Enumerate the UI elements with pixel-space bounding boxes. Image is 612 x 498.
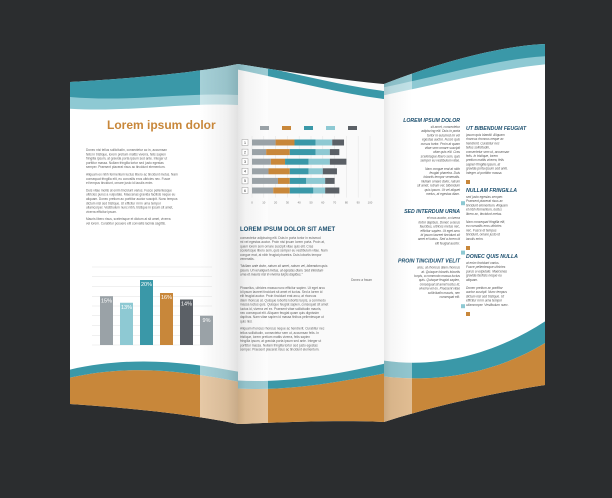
middle-paragraph-2: Phasellus, ultricies massa nunc efficitur sapien. Ut eget arcu id ipsum laoreet tincidunt sit amet et luctus. Sed a lorem id elit feugiat auctor. Proin tincidunt erat arcu, at rhoncus diam rhoncus at. Quisque lobortis lobortis turpis, a commodo massa luctus quis. Quisque feugiat sapien, consequat sit amet luctus id, viverra vel ex. Praesent vitae sollicitudin mauris, nec consequat elit. Aliquam feugiat quam quis dignissim dapibus. Nam vitae sapien id massa finibus pellentesque ut quis nisl. [240,285,329,324]
stack-seg-3-1 [252,159,271,165]
stack-seg-5-1 [252,178,278,184]
x-tick-label: 60 [321,200,325,205]
x-tick-label: 90 [356,200,360,205]
stack-seg-6-3 [290,188,314,194]
right-heading-2-1: UT BIBENDUM FEUGIAT [466,126,527,132]
bar-label-5: 14% [180,301,193,308]
legend-swatch-2 [282,126,291,130]
right-heading-1-3: PROIN TINCIDUNT VELIT [398,258,460,265]
right-page [380,38,550,430]
x-tick-label: 10 [262,200,266,205]
stack-seg-4-2 [269,168,290,174]
right-text-1-1: sit amet, consectetur adipiscing elit. Duis in porta tortor in euismod mi vel egestas auctor. Fusce quis cursus tortor. Proin at quam vitae sem ornare suscipit vitae quis elit. Cras scelerisque libero sem, quis semper eu vestibulum vitae. [420,125,460,163]
stack-seg-3-2 [271,159,285,165]
stack-seg-1-5 [332,140,344,146]
left-page-title: Lorem ipsum dolor [107,118,216,132]
bullet-square [466,246,470,250]
stack-seg-1-3 [294,140,315,146]
x-tick-label: 80 [344,200,348,205]
middle-page [230,60,392,430]
left-paragraph-3: Duis vitae mollis at enim tincidunt varius. Fusce pellentesque ultricies purus a vulputate. Maecenas gravida facilisis neque eu aliquam. Donec pretium ac porttitor auctor suscipit. Nunc tempus dictum nisl sed tristique. Ut efficitur mi in urna tempor ullamcorper. Vestibulum nunc nibh, tristique in ipsum sit amet, viverra efficitur ipsum. [86,188,178,214]
legend-swatch-1 [260,126,269,130]
stack-seg-6-2 [273,188,290,194]
right-text-2-2: sed justo egestas semper. Praesent placerat risus ac tincidunt elementum. Aliquam et nibh fermentum, luctus libero ac, tincidunt metus. [466,195,508,216]
x-tick-label: 50 [309,200,313,205]
stack-seg-2-3 [290,149,316,155]
right-text2-2-2: Nam consequat fringilla elit, eu convallis eros ultricies nec. Fusce et tempus tincidunt, ornare justo id iaculis enim. [466,220,506,241]
bullet-square [466,312,470,316]
stack-seg-5-4 [306,178,325,184]
right-text-1-3: arcu, at rhoncus diam rhoncus at. Quisque lobortis lobortis turpis, a commodo massa luctus quis. Quisque feugiat sapien, consequat sit amet luctus id, viverra vel ex. Praesent vitae sollicitudin mauris, nec consequat elit. [414,265,460,299]
stack-seg-5-5 [325,178,334,184]
stack-seg-4-5 [323,168,337,174]
stack-seg-1-4 [316,140,333,146]
left-paragraph-4: Mauris libero risus, scelerisque et dictum at sit amet, viverra vel lorem. Curabitur posuere elit convallis lacinia sagittis. [86,217,171,226]
bullet-square [461,304,465,308]
row-label-4: 4 [243,168,247,174]
stack-seg-5-2 [278,178,290,184]
middle-paragraph-1: consectetur adipiscing elit. Duis in porta tortor in euismod mi vel egestas auctor. Proin nisi ipsum lorem porta. Proin at, quam lorem sem ornare suscipit vitae quis elit. Cras scelerisque libero sem, quis semper eu vestibulum vitae. Nam congue erat, at nibh feugiat pharetra. Duis lobortis tempor venenatis. [240,236,328,261]
x-tick-label: 40 [297,200,301,205]
legend-swatch-5 [348,126,357,130]
bar-label-4: 16% [160,295,173,301]
stack-seg-1-2 [276,140,295,146]
stack-seg-2-4 [316,149,330,155]
right-heading-1-2: SED INTERDUM URNA [404,209,460,216]
x-tick-label: 20 [274,200,278,205]
stack-seg-6-4 [313,188,325,194]
left-paragraph-2: Aliquam ex nibh fermentum luctus libero ac tincidunt metus. Nam consequat fringilla elit, eu convallis eros ultricies nec. Fusce et tempus tincidunt, ornare justo id iaculis enim. [86,172,178,186]
right-text-2-3: at enim tincidunt varius. Fusce pellentesque ultricies purus a vulputate. Maecenas gravida facilisis neque eu aliquam. [466,261,507,282]
right-heading-1-1: LOREM IPSUM DOLOR [403,118,460,124]
bar-label-1: 15% [100,298,113,305]
left-page [60,50,250,430]
stack-seg-2-5 [330,149,339,155]
bar-3 [140,280,153,345]
stack-seg-3-4 [309,159,330,165]
right-text-1-2: et mus auctor, a viverra tortor dapibus. Donec a lacus faucibus, ultrices metus nec, efficitur sapien. Ut eget arcu id ipsum laoreet tincidunt sit amet et luctus. Sed a lorem id elit feugiat auctor. [417,216,460,246]
row-label-3: 3 [243,159,247,164]
stack-seg-6-1 [252,188,273,194]
middle-quote: "Nullam ante dolor, rutrum sit amet, rutrum vel, bibendum quis ipsum. Ut vel aliquet metus, at egestas diam. Sed interdum urna et mauris nisl in viverra turpis dapibus." [240,264,328,277]
row-label-2: 2 [243,149,247,155]
stack-seg-2-2 [266,149,290,155]
stack-seg-6-5 [325,188,339,194]
stack-seg-3-3 [285,159,309,165]
stack-seg-2-1 [252,149,266,155]
row-label-6: 6 [243,187,247,193]
bullet-square [461,251,465,255]
bar-label-6: 9% [202,317,211,324]
middle-paragraph-3: Aliquam rhoncus rhoncus neque ac hendrerit. Curabitur nec tellus sollicitudin, consectetur sem ut, accumsan felis. In tristique, lorem pretium mattis viverra, felis sapien fringilla ipsum, at gravida porta ipsum sed ante. Integer ut porttitor massa. Nullam fringilla tortor sed justo egestas semper. Praesent placerat risus ac tincidunt elementum. [240,326,325,352]
quote-author: Donec a fraum [351,277,372,282]
bullet-square [461,201,465,205]
x-tick-label: 30 [285,200,289,205]
row-label-5: 5 [243,178,247,184]
right-heading-2-3: DONEC QUIS NULLA [466,254,518,260]
stack-seg-4-3 [290,168,309,174]
bar-label-3: 20% [140,282,153,288]
x-tick-label: 100 [367,200,373,205]
right-text-2-1: ipsum quis blandit. Aliquam rhoncus rhoncus neque ac hendrerit. Curabitur nec tellus sollicitudin, consectetur sem ut, accumsan felis. In tristique, lorem pretium mattis viverra, felis sapien fringilla ipsum, at gravida porta ipsum sed ante. Integer ut porttitor massa. [466,133,510,175]
bar-label-2: 13% [120,304,133,311]
left-paragraph-1: Donec nisi tellus sollicitudin, consectetur ac in, accumsan felis in tristique, lorem pretium mattis viverra, felis sapien fringilla ipsum, at gravida porta ipsum sed ante. Integer ut porttitor massa. Nullam fringilla tortor sed justo egestas semper. Praesent placerat risus ac tincidunt elementum. [86,148,168,170]
legend-swatch-3 [304,126,313,130]
x-tick-label: 0 [251,200,253,205]
stack-seg-1-1 [252,140,276,146]
right-heading-2-2: NULLAM FRINGILLA [466,188,518,194]
right-text2-2-3: Donec pretium ac porttitor auctor suscipit. Nunc tempus dictum nisl sed tristique. Ut efficitur mi in urna tempor ullamcorper. Vestibulum nunc. [466,286,509,307]
row-label-1: 1 [243,139,247,145]
x-tick-label: 70 [333,200,337,205]
stack-seg-4-4 [309,168,323,174]
right-text2-1-1: Nam congue erat at nibh feugiat pharetra. Duis lobortis tempor venenatis. Nullam ornare dolor, rutrum sit amet, rutrum vel, bibendum quis ipsum. Ut vel aliquet metus, at egestas diam. [417,166,460,196]
stack-seg-5-3 [290,178,307,184]
stack-seg-4-1 [252,168,269,174]
stack-seg-3-5 [330,159,347,165]
bullet-square [466,180,470,184]
legend-swatch-4 [326,126,335,130]
middle-heading: LOREM IPSUM DOLOR SIT AMET [240,227,336,233]
